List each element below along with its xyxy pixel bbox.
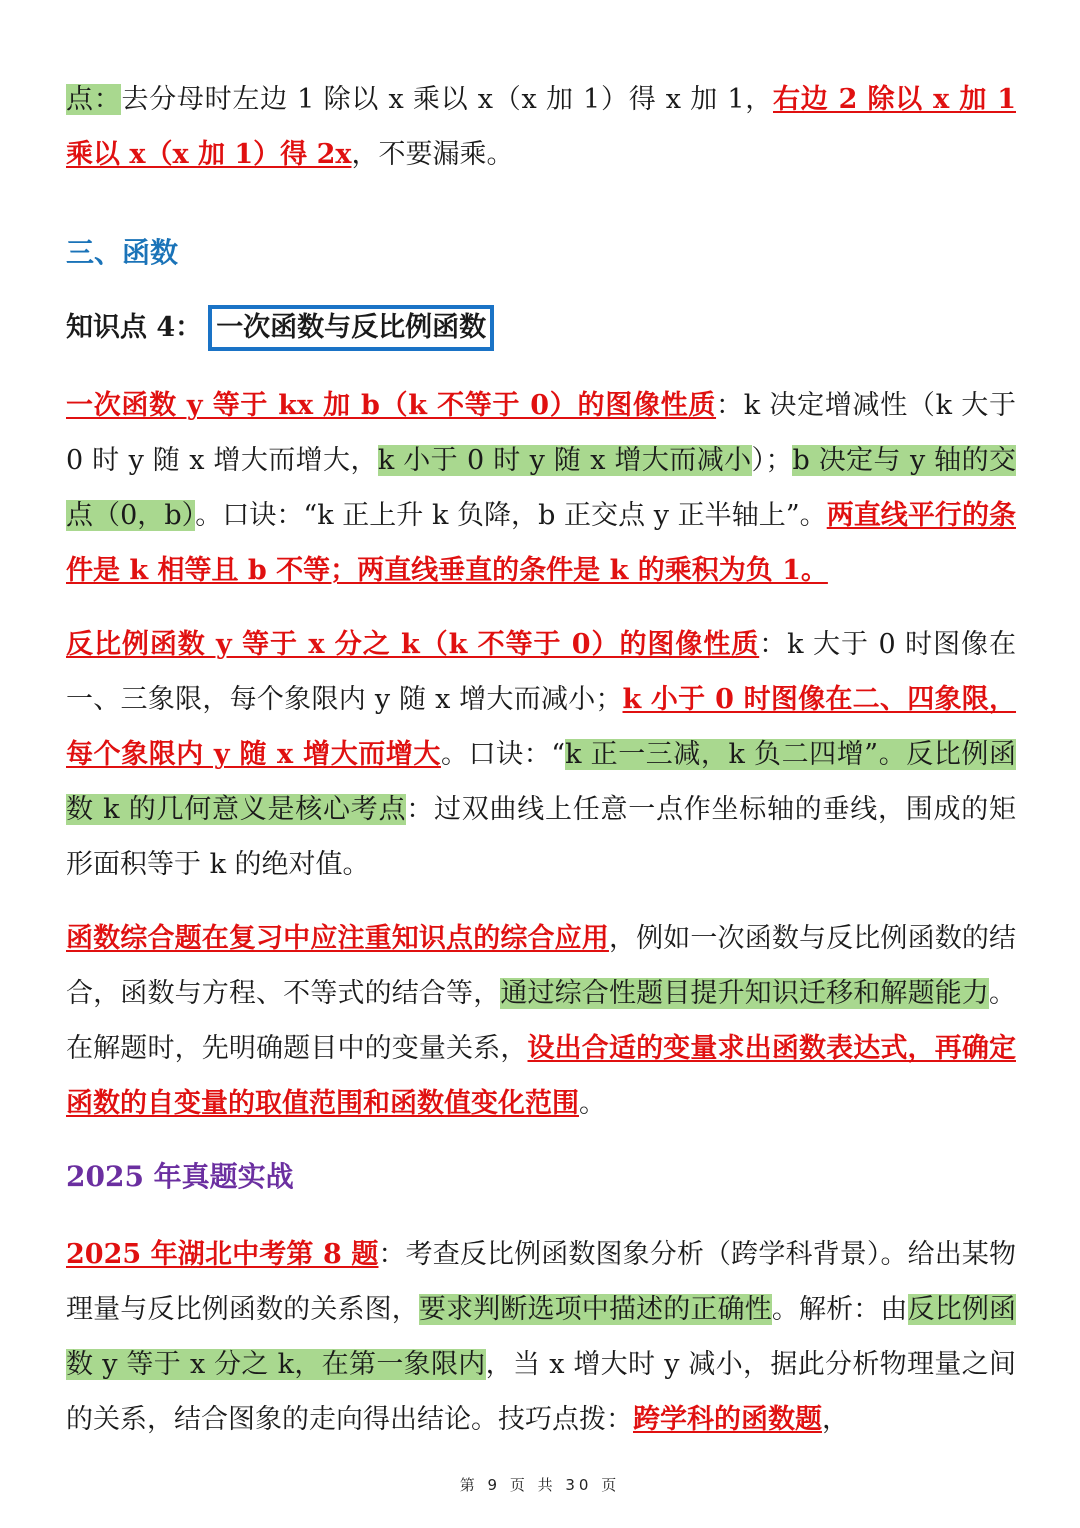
emphasis-text: 设出合适的变量求出函数表达式，再确定函数的自变量的取值范围和函数值变化范围 [66, 1033, 1016, 1119]
emphasis-text: 右边 2 除以 x 加 1 乘以 x（x 加 1）得 2x [66, 84, 1016, 170]
body-text: ，例如一次函数与反比例函数的结合，函数与方程、不等式的结合等， [66, 923, 1017, 1009]
emphasis-text: k 小于 0 时图像在二、四象限，每个象限内 y 随 x 增大而增大 [66, 684, 1017, 770]
section-heading: 三、函数 [66, 236, 179, 269]
body-text: 。口诀：“ [441, 739, 566, 770]
body-text: ，当 x 增大时 y 减小，据此分析物理量之间的关系，结合图象的走向得出结论。技巧点拨： [66, 1349, 1016, 1435]
body-text: ）； [751, 445, 793, 476]
body-text: 。 [579, 1088, 606, 1119]
body-text: 。解析：由 [771, 1294, 908, 1325]
highlight-text: 通过综合性题目提升知识迁移和解题能力 [500, 978, 990, 1009]
exam-heading: 2025 年真题实战 [66, 1160, 294, 1193]
emphasis-text: 跨学科的函数题 [633, 1404, 822, 1435]
body-text: 去分母时左边 1 除以 x 乘以 x（x 加 1）得 x 加 1， [121, 84, 773, 115]
highlight-text: b 决定与 y 轴的交点（0，b） [66, 445, 1017, 531]
emphasis-text: 两直线平行的条件是 k 相等且 b 不等；两直线垂直的条件是 k 的乘积为负 1。 [66, 500, 1016, 586]
paragraph-comprehensive [66, 911, 1016, 1131]
body-text: 。口诀：“k 正上升 k 负降，b 正交点 y 正半轴上”。 [195, 500, 827, 531]
highlight-text: 要求判断选项中描述的正确性 [418, 1294, 772, 1325]
highlight-text: k 小于 0 时 y 随 x 增大而减小 [377, 445, 752, 476]
paragraph-exam-question [66, 1227, 1016, 1447]
body-text: 。在解题时，先明确题目中的变量关系， [66, 978, 1017, 1064]
paragraph-linear-function [66, 378, 1016, 598]
emphasis-text: 2025 年湖北中考第 8 题 [66, 1239, 379, 1270]
body-text: ， [822, 1404, 849, 1435]
highlight-text: 点： [66, 84, 122, 115]
paragraph-fraction-tip [66, 72, 1016, 182]
body-text: ：过双曲线上任意一点作坐标轴的垂线，围成的矩形面积等于 k 的绝对值。 [66, 794, 1016, 880]
body-text: ：k 决定增减性（k 大于 0 时 y 随 x 增大而增大， [66, 390, 1016, 476]
page-number-footer: 第 9 页 共 30 页 [459, 1476, 621, 1494]
knowledge-point-title: 一次函数与反比例函数 [208, 305, 494, 351]
body-text: ：k 大于 0 时图像在一、三象限，每个象限内 y 随 x 增大而减小； [66, 629, 1016, 715]
knowledge-point-prefix: 知识点 4： [66, 312, 203, 343]
emphasis-text: 函数综合题在复习中应注重知识点的综合应用 [66, 923, 609, 954]
emphasis-text: 一次函数 y 等于 kx 加 b（k 不等于 0）的图像性质 [66, 390, 717, 421]
body-text: ，不要漏乘。 [351, 139, 514, 170]
highlight-text: 反比例函数 y 等于 x 分之 k，在第一象限内 [66, 1294, 1017, 1380]
paragraph-inverse-function [66, 617, 1016, 892]
body-text: ：考查反比例函数图象分析（跨学科背景）。给出某物理量与反比例函数的关系图， [66, 1239, 1017, 1325]
highlight-text: k 正一三减，k 负二四增”。反比例函数 k 的几何意义是核心考点 [66, 739, 1016, 825]
knowledge-point-heading [66, 304, 494, 352]
emphasis-text: 反比例函数 y 等于 x 分之 k（k 不等于 0）的图像性质 [66, 629, 760, 660]
